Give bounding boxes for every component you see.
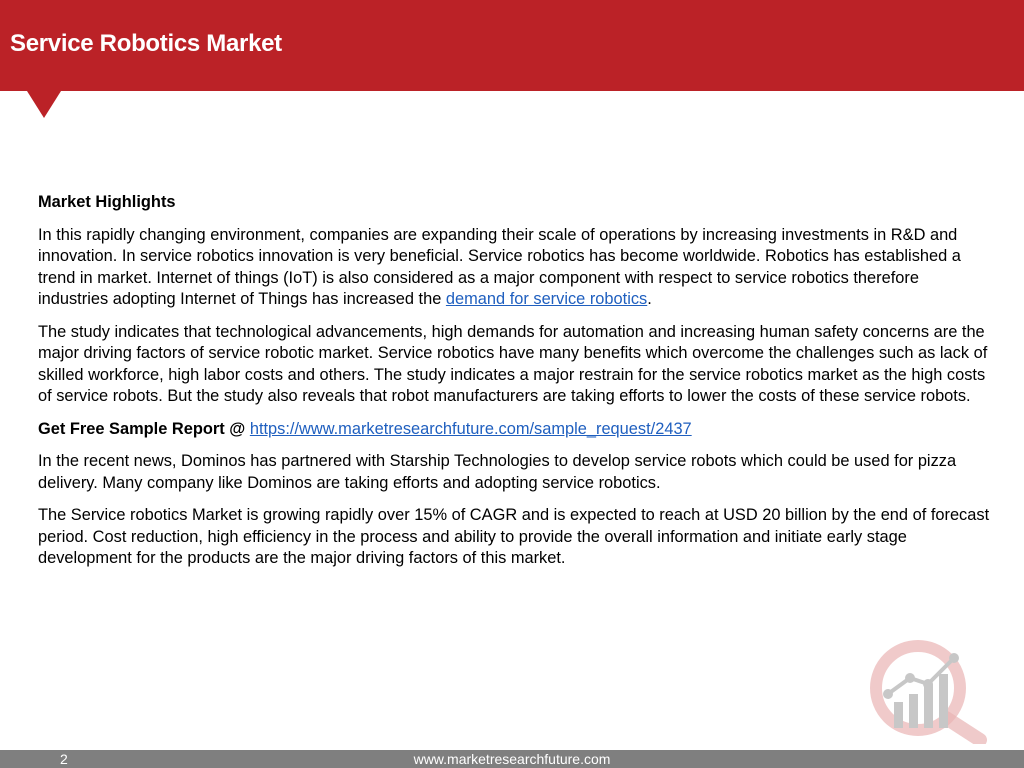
footer-bar bbox=[0, 750, 1024, 768]
demand-link[interactable]: demand for service robotics bbox=[445, 290, 648, 308]
content-body bbox=[38, 192, 990, 581]
paragraph-market-highlights bbox=[38, 225, 990, 311]
paragraph-study: The study indicates that technological advancements, high demands for automation and increasing human safety concerns are the major driving factors of service robotic market. Service robotics have many benefits which overcome the challenges such as lack of skilled workforce, high labor costs and others. The study indicates a major restrain for the service robotics market as the high costs of service robots. But the study also reveals that robot manufacturers are taking efforts to lower the costs of these service robots. bbox=[38, 322, 988, 405]
paragraph-market-growth: The Service robotics Market is growing rapidly over 15% of CAGR and is expected to reach at USD 20 billion by the end of forecast period. Cost reduction, high efficiency in the process and ability to provide the overall information and initiate early stage development for the products are the major driving factors of this market. bbox=[38, 506, 990, 567]
section-heading: Market Highlights bbox=[38, 193, 176, 211]
paragraph-end: . bbox=[647, 290, 652, 308]
sample-report-label: Get Free Sample Report @ bbox=[38, 419, 250, 438]
page-title: Service Robotics Market bbox=[10, 30, 282, 57]
sample-report-link[interactable]: https://www.marketresearchfuture.com/sample_request/2437 bbox=[249, 419, 692, 438]
header-notch bbox=[27, 91, 61, 118]
paragraph-text: In this rapidly changing environment, companies are expanding their scale of operations by increasing investments in R&D and innovation. In service robotics innovation is very beneficial. Service robotics has become worldwide. Robotics has established a trend in market. Internet of things (IoT) is also considered as a major component with respect to service robotics therefore industries adopting Internet of Things has increased the bbox=[38, 225, 961, 308]
paragraph-news: In the recent news, Dominos has partnered with Starship Technologies to develop service robots which could be used for pizza delivery. Many company like Dominos are taking efforts and adopting service robotics. bbox=[38, 452, 957, 492]
header-banner bbox=[0, 0, 1024, 91]
magnifier-chart-logo-icon bbox=[858, 636, 992, 744]
page-number: 2 bbox=[60, 751, 68, 767]
footer-url[interactable]: www.marketresearchfuture.com bbox=[413, 751, 611, 767]
sample-report-line bbox=[38, 419, 990, 441]
